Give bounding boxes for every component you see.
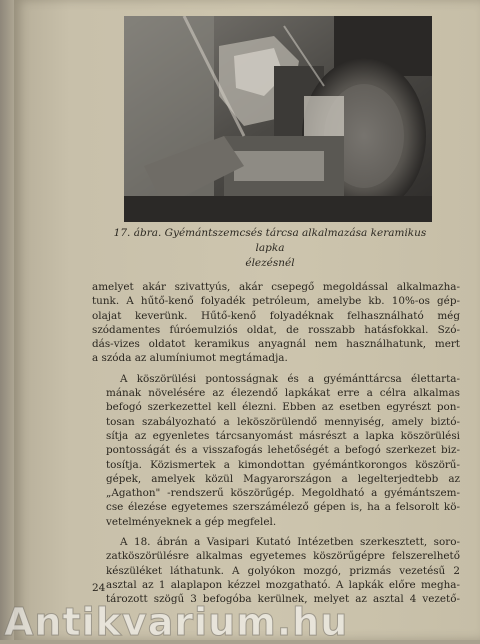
text-line: szódamentes fúróemulziós oldat, de rosszabb hatásfokkal. Szó- xyxy=(92,323,460,336)
text-line: pontosságát és a visszafogás lehetőségét a befogó szerkezet biz- xyxy=(106,444,460,457)
figure-caption xyxy=(108,226,432,271)
paragraph xyxy=(92,280,460,366)
text-line: vetelményeknek a gép megfelel. xyxy=(106,515,277,528)
text-line: tosan szabályozható a leköszörülendő mennyiség, amely biztó- xyxy=(106,415,460,428)
text-line: készüléket láthatunk. A golyókon mozgó, prizmás vezetésű 2 xyxy=(106,564,460,577)
text-line: sítja az egyenletes tárcsanyomást másrészt a lapka köszörülési xyxy=(106,429,460,442)
text-line: gépek, amelyek közül Magyarországon a legelterjedtebb az xyxy=(106,472,460,485)
text-line: a szóda az alumíniumot megtámadja. xyxy=(92,352,288,365)
paragraph xyxy=(92,535,460,606)
figure-caption-line: 17. ábra. Gyémántszemcsés tárcsa alkalmazása keramikus lapka xyxy=(113,227,427,254)
paragraph xyxy=(92,372,460,529)
watermark: Antikvarium.hu xyxy=(4,600,349,644)
page-number: 24 xyxy=(92,582,106,594)
figure-caption-line: élezésnél xyxy=(245,257,295,269)
text-line: tunk. A hűtő-kenő folyadék petróleum, amelybe kb. 10%-os gép- xyxy=(92,295,460,308)
figure-photo xyxy=(124,16,432,222)
text-line: asztal az 1 alaplapon kézzel mozgatható. A lapkák előre megha- xyxy=(106,578,460,591)
text-line: zatköszörülésre alkalmas egyetemes köszörűgépre felszerelhető xyxy=(106,550,460,563)
text-line: A köszörülési pontosságnak és a gyémánttárcsa élettarta- xyxy=(120,372,460,385)
text-line: „Agathon" -rendszerű köszörűgép. Megoldható a gyémántszem- xyxy=(106,487,460,500)
text-line: A 18. ábrán a Vasipari Kutató Intézetben szerkesztett, soro- xyxy=(120,536,460,549)
text-line: cse élezése egyetemes szerszámélező gépen is, ha a felsorolt kö- xyxy=(106,501,460,514)
text-line: befogó szerkezettel kell élezni. Ebben az esetben egyrészt pon- xyxy=(106,401,460,414)
text-line: mának növelésére az élezendő lapkákat erre a célra alkalmas xyxy=(106,387,460,400)
text-line: dás-vizes oldatot keramikus anyagnál nem használhatunk, mert xyxy=(92,338,460,351)
text-line: amelyet akár szivattyús, akár csepegő megoldással alkalmazha- xyxy=(92,281,460,293)
text-line: tosítja. Közismertek a kimondottan gyémántkorongos köszörű- xyxy=(106,458,460,471)
text-line: olajat keverünk. Hűtő-kenő folyadéknak felhasználható még xyxy=(92,309,460,322)
body-text xyxy=(92,280,460,613)
text-line: tározott szögű 3 befogóba kerülnek, melyet az asztal 4 vezető- xyxy=(106,593,460,606)
